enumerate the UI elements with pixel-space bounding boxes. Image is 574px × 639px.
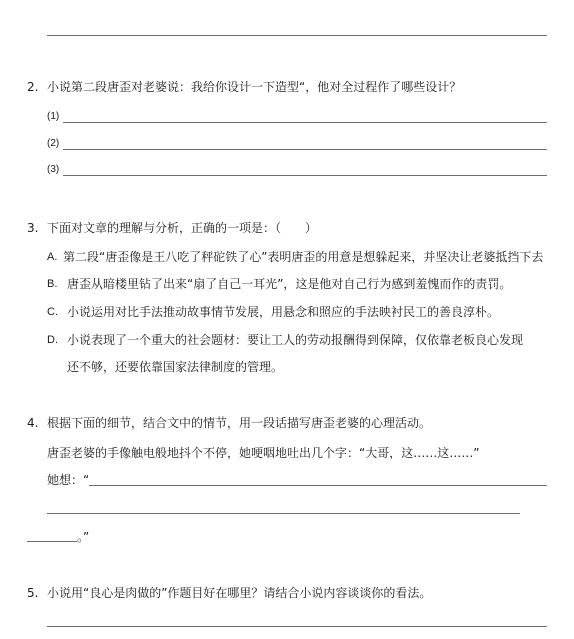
q3-number: 3. xyxy=(27,221,39,235)
q3-option-b-text: 唐歪从暗楼里钻了出来“扇了自己一耳光”，这是他对自己行为感到羞愧而作的责罚。 xyxy=(67,277,512,291)
q4-question: 根据下面的细节，结合文中的情节，用一段话描写唐歪老婆的心理活动。 xyxy=(47,416,432,430)
q5-question: 小说用“良心是肉做的”作题目好在哪里？请结合小说内容谈谈你的看法。 xyxy=(47,586,432,600)
q2-sub-1-label: (1) xyxy=(47,111,60,122)
q2-answer-line-2[interactable] xyxy=(63,149,547,150)
q3-option-d-text: 小说表现了一个重大的社会题材：要让工人的劳动报酬得到保障，仅依靠老板良心发现 xyxy=(67,333,524,347)
q2-question: 小说第二段唐歪对老婆说：我给你设计一下造型“，他对全过程作了哪些设计？ xyxy=(47,80,462,94)
q4-answer-line-2[interactable] xyxy=(47,513,520,514)
q3-option-a-text: 第二段“唐歪像是王八吃了秤砣铁了心”表明唐歪的用意是想躲起来，并坚决让老婆抵挡下去 xyxy=(63,250,544,264)
q2-answer-line-3[interactable] xyxy=(63,175,547,176)
q2-answer-line-1[interactable] xyxy=(63,122,547,123)
q3-question: 下面对文章的理解与分析，正确的一项是：（ ） xyxy=(47,221,318,235)
q3-option-c-letter[interactable]: C. xyxy=(47,306,58,318)
q4-number: 4. xyxy=(27,416,39,430)
q4-answer-line-3[interactable] xyxy=(27,541,77,542)
q3-option-a-letter[interactable]: A. xyxy=(47,251,58,263)
q5-answer-line-1[interactable] xyxy=(47,626,547,627)
q4-think-label: 她想：“ xyxy=(47,473,90,487)
q2-number: 2. xyxy=(27,80,39,94)
q2-sub-3-label: (3) xyxy=(47,164,60,175)
q3-option-d-text-cont: 还不够，还要依靠国家法律制度的管理。 xyxy=(67,360,284,374)
answer-line-top[interactable] xyxy=(47,35,547,36)
q3-option-d-letter[interactable]: D. xyxy=(47,334,58,346)
q3-option-c-text: 小说运用对比手法推动故事情节发展，用悬念和照应的手法映衬民工的善良淳朴。 xyxy=(67,305,500,319)
q3-option-b-letter[interactable]: B. xyxy=(47,278,58,290)
q4-detail: 唐歪老婆的手像触电般地抖个不停，她哽咽地吐出几个字：“大哥，这……这……” xyxy=(47,446,480,460)
q2-sub-2-label: (2) xyxy=(47,138,60,149)
q4-answer-line-1[interactable] xyxy=(89,485,547,486)
q4-end-quote: 。” xyxy=(77,530,90,544)
q5-number: 5. xyxy=(27,586,39,600)
